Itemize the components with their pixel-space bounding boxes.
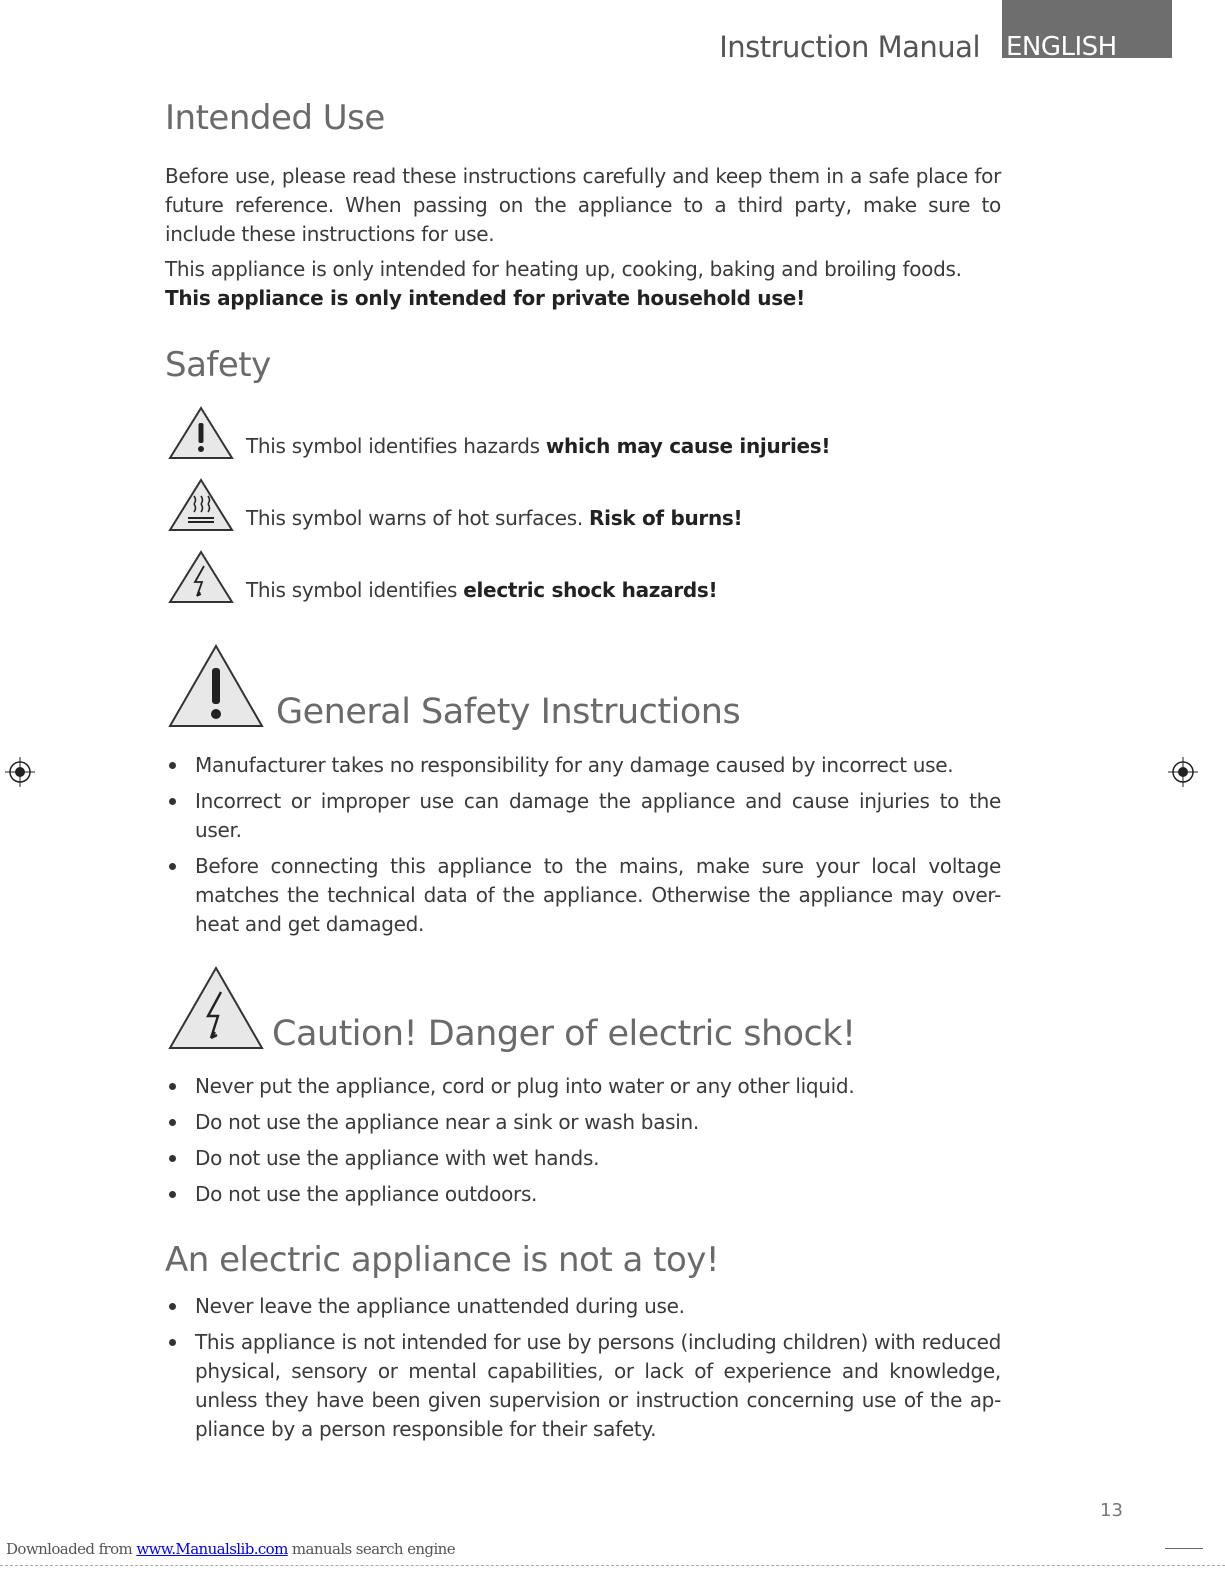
footer-divider [0, 1565, 1225, 1566]
list-item: Do not use the appliance near a sink or wash basin. [165, 1108, 1001, 1137]
electric-shock-icon [168, 550, 234, 604]
large-electric-shock-icon [168, 966, 264, 1050]
not-a-toy-list [165, 1292, 1001, 1451]
safety-symbol-row-injury [168, 406, 1008, 462]
symbol-hot-text: This symbol warns of hot surfaces. Risk of burns! [246, 506, 743, 530]
page-number: 13 [1100, 1500, 1123, 1521]
language-tab [1002, 0, 1172, 62]
list-item: Manufacturer takes no responsibility for any damage caused by incorrect use. [165, 751, 1001, 780]
list-item: Incorrect or improper use can damage the appliance and cause injuries to the user. [165, 787, 1001, 845]
general-safety-list [165, 751, 1001, 946]
caution-heading: Caution! Danger of electric shock! [272, 1014, 856, 1054]
list-item: This appliance is not intended for use by persons (including children) with reduced physical, sensory or mental capabilities, or lack of experience and knowledge, unless they have been given supervision or instruction concerning use of the ap-pliance by a person responsible for their safety. [165, 1328, 1001, 1444]
caution-header [168, 966, 1008, 1054]
caution-list [165, 1072, 1001, 1216]
symbol-shock-text: This symbol identifies electric shock hazards! [246, 578, 718, 602]
download-footer [0, 1540, 1225, 1585]
list-item: Do not use the appliance with wet hands. [165, 1144, 1001, 1173]
manualslib-link[interactable]: www.Manualslib.com [136, 1540, 288, 1558]
intended-use-paragraph-1: Before use, please read these instructions carefully and keep them in a safe place for future reference. When passing on the appliance to a third party, make sure to include these instructions for use. [165, 164, 1001, 246]
registration-mark-icon [5, 757, 35, 787]
list-item: Before connecting this appliance to the mains, make sure your local voltage matches the technical data of the appliance. Otherwise the appliance may over-heat and get damaged. [165, 852, 1001, 939]
intended-use-paragraph-2 [165, 255, 1001, 313]
registration-mark-icon [1168, 757, 1198, 787]
large-warning-exclamation-icon [168, 644, 264, 728]
footer-dash [1165, 1548, 1203, 1549]
footer-text: Downloaded from www.Manualslib.com manuals search engine [6, 1540, 455, 1558]
not-a-toy-heading: An electric appliance is not a toy! [165, 1240, 720, 1280]
safety-symbol-row-shock [168, 550, 1008, 606]
intended-use-heading: Intended Use [165, 98, 385, 138]
symbol-injury-text: This symbol identifies hazards which may cause injuries! [246, 434, 831, 458]
list-item: Never put the appliance, cord or plug into water or any other liquid. [165, 1072, 1001, 1101]
list-item: Never leave the appliance unattended during use. [165, 1292, 1001, 1321]
safety-symbol-row-hot [168, 478, 1008, 534]
intended-use-purpose: This appliance is only intended for heating up, cooking, baking and broiling foods. [165, 257, 962, 281]
manual-title: Instruction Manual [719, 30, 980, 64]
general-safety-heading: General Safety Instructions [276, 692, 741, 732]
hot-surface-icon [168, 478, 234, 532]
language-label: ENGLISH [1006, 32, 1117, 62]
list-item: Do not use the appliance outdoors. [165, 1180, 1001, 1209]
household-use-notice: This appliance is only intended for private household use! [165, 286, 805, 310]
general-safety-header [168, 644, 1008, 732]
warning-exclamation-icon [168, 406, 234, 460]
safety-heading: Safety [165, 345, 271, 385]
